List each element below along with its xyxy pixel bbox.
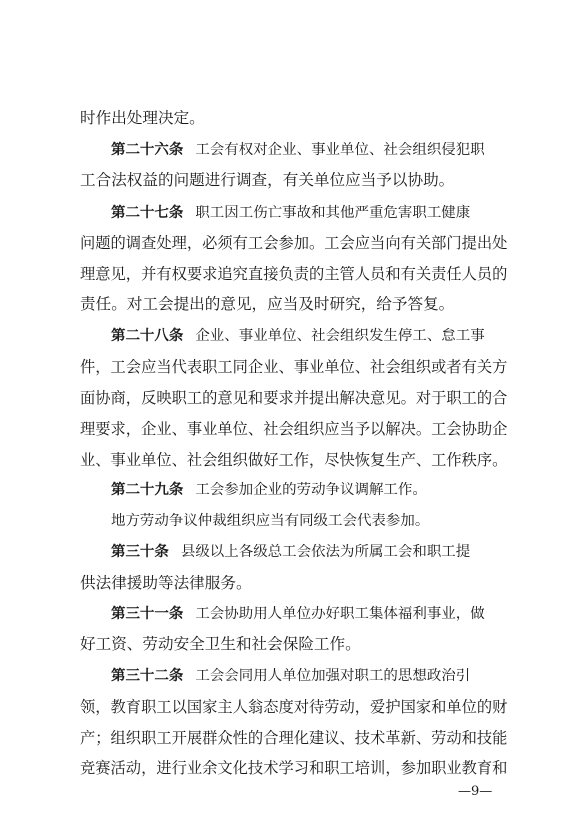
article-28 xyxy=(80,326,541,346)
line-text: 竞赛活动，进行业余文化技术学习和职工培训，参加职业教育和 xyxy=(80,759,508,777)
text-line xyxy=(80,388,510,408)
article-number: 第二十八条 xyxy=(111,328,184,344)
text-line xyxy=(80,357,510,377)
line-text: 理意见，并有权要求追究直接负责的主管人员和有关责任人员的 xyxy=(80,265,508,283)
text-line xyxy=(80,170,510,190)
text-line xyxy=(80,697,510,717)
article-number: 第三十二条 xyxy=(111,668,184,684)
text-line xyxy=(80,233,510,253)
line-text: 问题的调查处理，必须有工会参加。工会应当向有关部门提出处 xyxy=(80,234,508,252)
page-number: —9— xyxy=(458,784,493,799)
line-text: 工会协助用人单位办好职工集体福利事业，做 xyxy=(195,606,485,622)
line-text: 业、事业单位、社会组织做好工作，尽快恢复生产、工作秩序。 xyxy=(80,451,508,469)
text-line xyxy=(80,728,510,748)
article-number: 第三十一条 xyxy=(111,606,184,622)
line-text: 企业、事业单位、社会组织发生停工、怠工事 xyxy=(195,328,485,344)
line-text: 职工因工伤亡事故和其他严重危害职工健康 xyxy=(195,205,471,221)
line-text: 工会有权对企业、事业单位、社会组织侵犯职 xyxy=(195,142,485,158)
text-line xyxy=(80,634,510,654)
line-text: 责任。对工会提出的意见，应当及时研究，给予答复。 xyxy=(80,295,455,313)
line-text: 好工资、劳动安全卫生和社会保险工作。 xyxy=(80,635,361,653)
line-text: 工会参加企业的劳动争议调解工作。 xyxy=(195,482,427,498)
article-number: 第三十条 xyxy=(111,544,169,560)
article-31 xyxy=(80,604,541,624)
article-26 xyxy=(80,140,541,160)
line-text: 供法律援助等法律服务。 xyxy=(80,574,252,592)
line-text: 面协商，反映职工的意见和要求并提出解决意见。对于职工的合 xyxy=(80,389,508,407)
text-line xyxy=(80,758,510,778)
text-line xyxy=(80,511,541,531)
article-number: 第二十九条 xyxy=(111,482,184,498)
line-text: 工合法权益的问题进行调查，有关单位应当予以协助。 xyxy=(80,171,455,189)
line-text: 产；组织职工开展群众性的合理化建议、技术革新、劳动和技能 xyxy=(80,729,508,747)
article-number: 第二十七条 xyxy=(111,205,184,221)
article-32 xyxy=(80,666,541,686)
line-text: 件，工会应当代表职工同企业、事业单位、社会组织或者有关方 xyxy=(80,358,508,376)
text-line xyxy=(80,450,510,470)
line-text: 地方劳动争议仲裁组织应当有同级工会代表参加。 xyxy=(111,513,430,529)
text-line xyxy=(80,419,510,439)
line-text: 领，教育职工以国家主人翁态度对待劳动，爱护国家和单位的财 xyxy=(80,698,508,716)
text-line xyxy=(80,573,510,593)
article-29 xyxy=(80,480,541,500)
line-text: 理要求，企业、事业单位、社会组织应当予以解决。工会协助企 xyxy=(80,420,508,438)
article-30 xyxy=(80,542,541,562)
line-text: 县级以上各级总工会依法为所属工会和职工提 xyxy=(180,544,471,560)
article-27 xyxy=(80,203,541,223)
text-line xyxy=(80,264,510,284)
line-text: 工会会同用人单位加强对职工的思想政治引 xyxy=(195,668,471,684)
article-number: 第二十六条 xyxy=(111,142,184,158)
line-text: 时作出处理决定。 xyxy=(80,109,205,127)
text-line xyxy=(80,294,510,314)
text-line xyxy=(80,108,510,128)
